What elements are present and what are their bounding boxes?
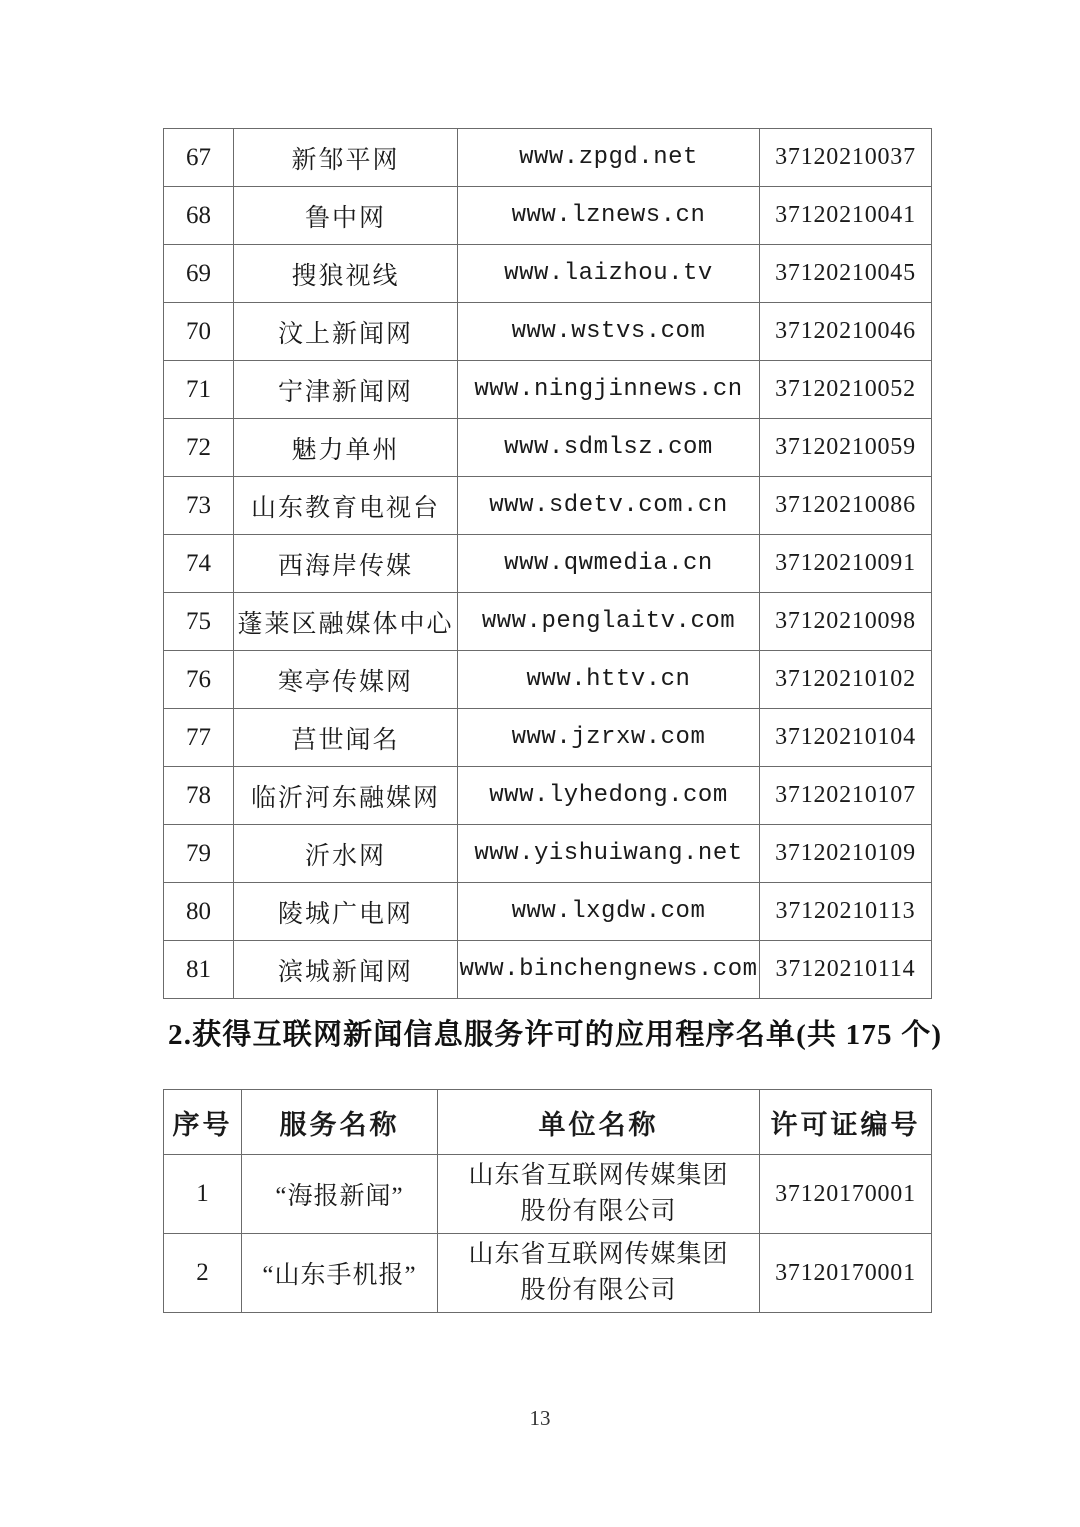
row-service-name: 陵城广电网 (234, 883, 458, 941)
table-row (164, 1155, 932, 1234)
row-license-no: 37120210098 (760, 593, 932, 651)
row-license-no: 37120210037 (760, 129, 932, 187)
row-sequence: 70 (164, 303, 234, 361)
row-url: www.httv.cn (458, 651, 760, 709)
row-sequence: 76 (164, 651, 234, 709)
row-url: www.sdmlsz.com (458, 419, 760, 477)
row-url: www.qwmedia.cn (458, 535, 760, 593)
table-row (164, 129, 932, 187)
row-unit-name-line-2: 股份有限公司 (520, 1277, 677, 1304)
row-service-name: 西海岸传媒 (234, 535, 458, 593)
row-license-no: 37120210113 (760, 883, 932, 941)
row-service-name: 沂水网 (234, 825, 458, 883)
row-service-name: 鲁中网 (234, 187, 458, 245)
table-row (164, 303, 932, 361)
table-row (164, 825, 932, 883)
row-service-name: 汶上新闻网 (234, 303, 458, 361)
row-sequence: 2 (164, 1234, 242, 1313)
row-license-no: 37120210091 (760, 535, 932, 593)
row-sequence: 1 (164, 1155, 242, 1234)
table-row (164, 651, 932, 709)
row-sequence: 78 (164, 767, 234, 825)
row-url: www.sdetv.com.cn (458, 477, 760, 535)
row-unit-name-line-1: 山东省互联网传媒集团 (468, 1240, 729, 1268)
row-sequence: 67 (164, 129, 234, 187)
row-license-no: 37120210059 (760, 419, 932, 477)
row-license-no: 37120170001 (760, 1234, 932, 1313)
column-header-unit-name: 单位名称 (438, 1090, 760, 1155)
row-service-name: 新邹平网 (234, 129, 458, 187)
table-row (164, 1234, 932, 1313)
row-service-name: 魅力单州 (234, 419, 458, 477)
row-url: www.zpgd.net (458, 129, 760, 187)
row-license-no: 37120210045 (760, 245, 932, 303)
row-sequence: 71 (164, 361, 234, 419)
row-service-name: 搜狼视线 (234, 245, 458, 303)
table-row (164, 709, 932, 767)
section-heading: 2.获得互联网新闻信息服务许可的应用程序名单(共 175 个) (168, 1019, 943, 1051)
row-service-name: 临沂河东融媒网 (234, 767, 458, 825)
row-url: www.lyhedong.com (458, 767, 760, 825)
row-license-no: 37120210046 (760, 303, 932, 361)
row-unit-name (438, 1155, 760, 1234)
table-header-row (164, 1090, 932, 1155)
row-url: www.laizhou.tv (458, 245, 760, 303)
row-service-name: 山东教育电视台 (234, 477, 458, 535)
row-url: www.ningjinnews.cn (458, 361, 760, 419)
table-row (164, 883, 932, 941)
row-url: www.binchengnews.com (458, 941, 760, 999)
row-sequence: 75 (164, 593, 234, 651)
table-row (164, 187, 932, 245)
row-service-name: 宁津新闻网 (234, 361, 458, 419)
row-service-name: 蓬莱区融媒体中心 (234, 593, 458, 651)
row-url: www.wstvs.com (458, 303, 760, 361)
table-row (164, 941, 932, 999)
licensed-news-apps-table (163, 1089, 932, 1313)
row-license-no: 37120210109 (760, 825, 932, 883)
row-service-name: 滨城新闻网 (234, 941, 458, 999)
apps-table-header (164, 1090, 932, 1155)
row-license-no: 37120210114 (760, 941, 932, 999)
row-sequence: 80 (164, 883, 234, 941)
table-row (164, 767, 932, 825)
row-license-no: 37120210086 (760, 477, 932, 535)
row-license-no: 37120210052 (760, 361, 932, 419)
row-license-no: 37120210041 (760, 187, 932, 245)
table-row (164, 419, 932, 477)
row-url: www.penglaitv.com (458, 593, 760, 651)
row-url: www.jzrxw.com (458, 709, 760, 767)
row-service-name: “山东手机报” (242, 1234, 438, 1313)
row-license-no: 37120210107 (760, 767, 932, 825)
table-row (164, 245, 932, 303)
row-sequence: 73 (164, 477, 234, 535)
column-header-service-name: 服务名称 (242, 1090, 438, 1155)
table-row (164, 361, 932, 419)
websites-table-body (164, 129, 932, 999)
row-unit-name (438, 1234, 760, 1313)
row-service-name: 莒世闻名 (234, 709, 458, 767)
row-url: www.lxgdw.com (458, 883, 760, 941)
row-sequence: 68 (164, 187, 234, 245)
row-sequence: 79 (164, 825, 234, 883)
table-row (164, 477, 932, 535)
row-service-name: “海报新闻” (242, 1155, 438, 1234)
table-row (164, 593, 932, 651)
column-header-sequence: 序号 (164, 1090, 242, 1155)
row-url: www.yishuiwang.net (458, 825, 760, 883)
row-service-name: 寒亭传媒网 (234, 651, 458, 709)
row-sequence: 72 (164, 419, 234, 477)
row-unit-name-line-2: 股份有限公司 (520, 1198, 677, 1225)
row-sequence: 69 (164, 245, 234, 303)
row-license-no: 37120210104 (760, 709, 932, 767)
row-sequence: 77 (164, 709, 234, 767)
page-number: 13 (529, 1406, 551, 1430)
row-license-no: 37120210102 (760, 651, 932, 709)
table-row (164, 535, 932, 593)
licensed-news-websites-table (163, 128, 932, 999)
apps-table-body (164, 1155, 932, 1313)
row-unit-name-line-1: 山东省互联网传媒集团 (468, 1161, 729, 1189)
column-header-license-no: 许可证编号 (760, 1090, 932, 1155)
row-url: www.lznews.cn (458, 187, 760, 245)
row-sequence: 74 (164, 535, 234, 593)
row-license-no: 37120170001 (760, 1155, 932, 1234)
row-sequence: 81 (164, 941, 234, 999)
